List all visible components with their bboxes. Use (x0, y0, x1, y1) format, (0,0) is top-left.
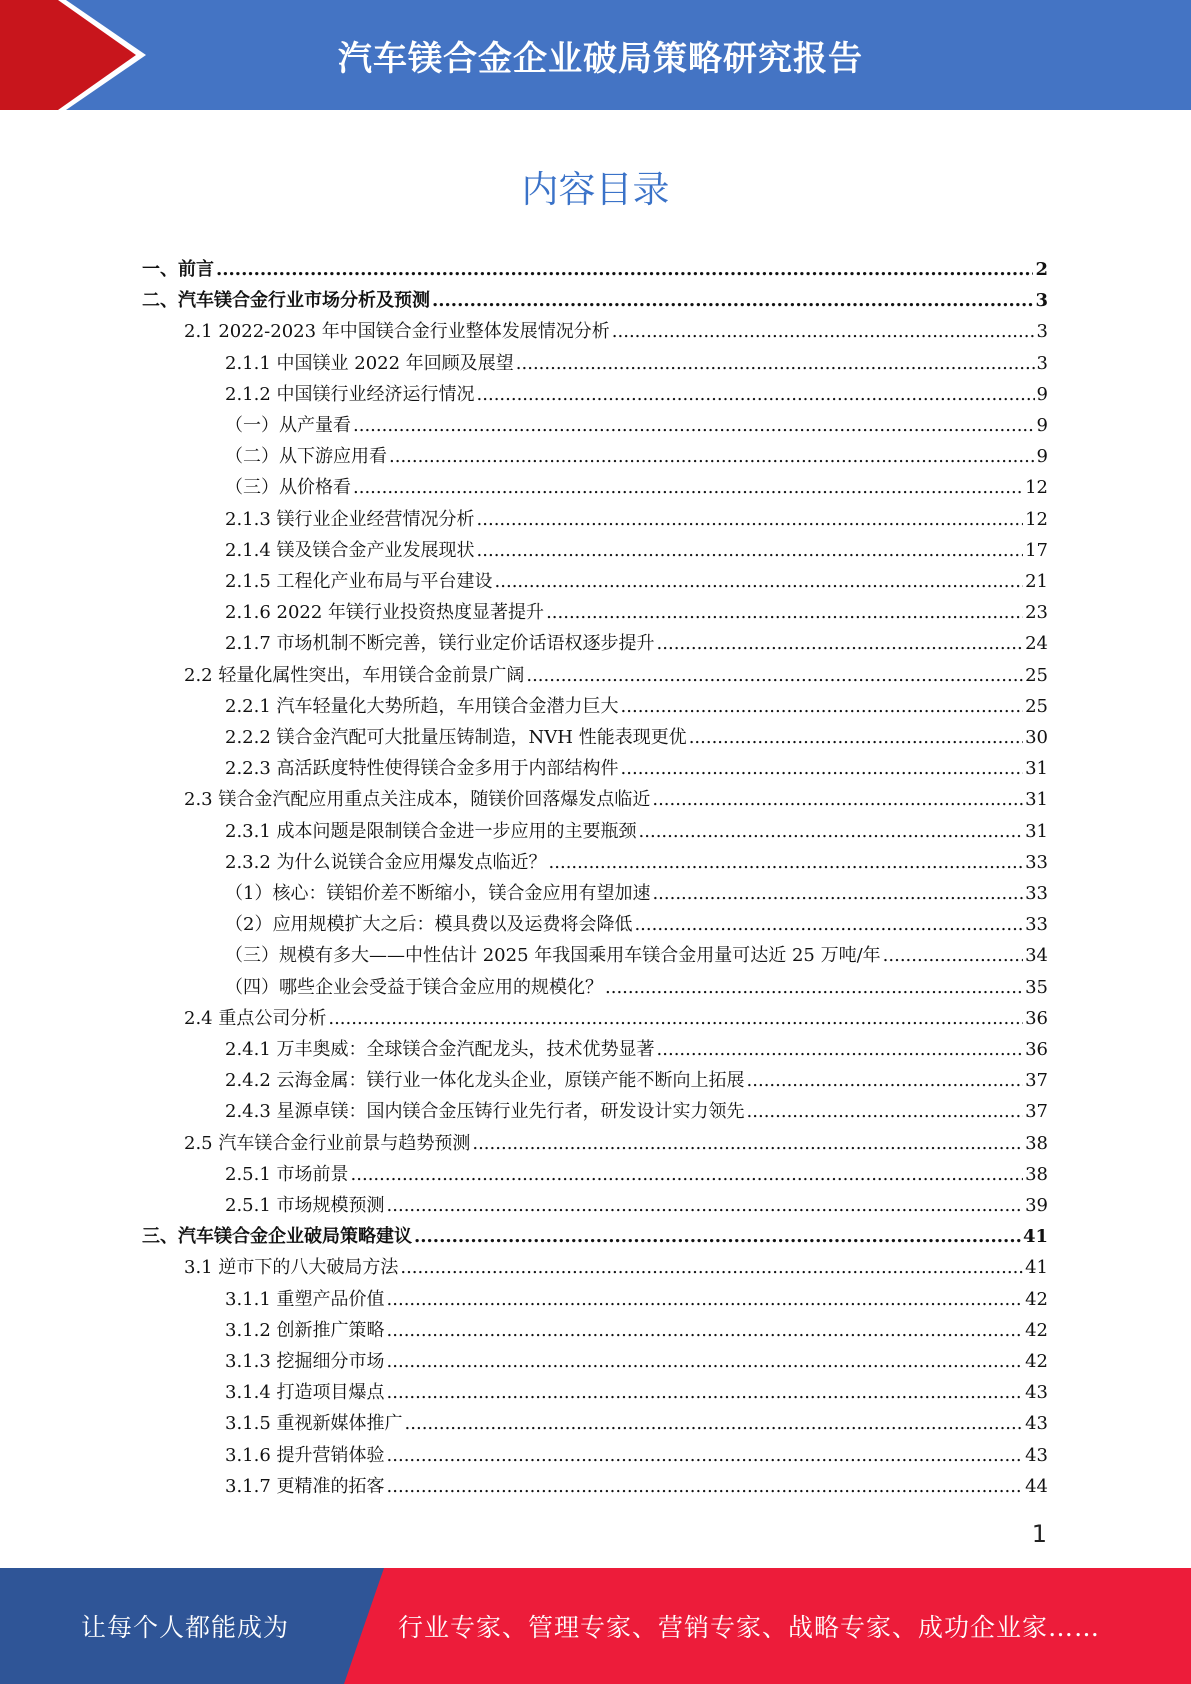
toc-entry[interactable] (225, 940, 1048, 971)
toc-entry-page: 12 (1025, 477, 1048, 499)
toc-entry[interactable] (225, 1159, 1048, 1190)
toc-entry[interactable] (225, 1346, 1048, 1377)
toc-leader-dots (351, 1159, 1024, 1190)
toc-entry-label: 2.5 汽车镁合金行业前景与趋势预测 (184, 1132, 471, 1154)
toc-entry-label: 2.2 轻量化属性突出，车用镁合金前景广阔 (184, 664, 525, 686)
toc-leader-dots (612, 316, 1035, 347)
toc-entry-page: 36 (1025, 1007, 1048, 1029)
toc-entry-label: 3.1.3 挖掘细分市场 (225, 1351, 385, 1372)
toc-entry-page: 3 (1036, 321, 1048, 343)
toc-entry[interactable] (225, 1065, 1048, 1096)
toc-entry-page: 25 (1025, 664, 1048, 686)
toc-leader-dots (353, 472, 1023, 503)
toc-leader-dots (400, 1252, 1023, 1283)
toc-entry-label: 二、汽车镁合金行业市场分析及预测 (142, 290, 430, 312)
toc-leader-dots (549, 847, 1024, 878)
toc-entry-label: 三、汽车镁合金企业破局策略建议 (142, 1226, 412, 1248)
toc-entry-label: （2）应用规模扩大之后：模具费以及运费将会降低 (225, 914, 633, 936)
toc-leader-dots (477, 535, 1024, 566)
toc-leader-dots (414, 1221, 1021, 1252)
toc-entry[interactable] (142, 1221, 1048, 1252)
toc-entry-label: 2.2.3 高活跃度特性使得镁合金多用于内部结构件 (225, 758, 619, 780)
toc-entry-label: 一、前言 (142, 259, 214, 280)
toc-entry[interactable] (225, 1034, 1048, 1065)
toc-entry-page: 42 (1025, 1319, 1048, 1341)
toc-entry-page: 21 (1025, 571, 1048, 592)
toc-entry-label: 2.5.1 市场规模预测 (225, 1195, 385, 1216)
toc-entry[interactable] (225, 566, 1048, 597)
toc-entry-label: 3.1.1 重塑产品价值 (225, 1288, 385, 1310)
toc-entry[interactable] (225, 379, 1048, 410)
toc-entry-page: 2 (1035, 259, 1048, 280)
toc-entry-page: 31 (1025, 820, 1048, 842)
toc-entry-label: 2.1.5 工程化产业布局与平台建设 (225, 571, 493, 592)
toc-entry-label: （一）从产量看 (225, 415, 351, 436)
toc-entry-page: 35 (1025, 976, 1048, 998)
toc-entry-label: （1）核心：镁铝价差不断缩小，镁合金应用有望加速 (225, 883, 651, 904)
toc-leader-dots (621, 753, 1024, 784)
toc-entry-page: 23 (1025, 602, 1048, 624)
toc-entry[interactable] (225, 1096, 1048, 1127)
toc-leader-dots (472, 1128, 1023, 1159)
toc-entry-label: 2.4 重点公司分析 (184, 1007, 327, 1029)
toc-entry-page: 33 (1025, 851, 1048, 873)
toc-entry-label: 2.3.1 成本问题是限制镁合金进一步应用的主要瓶颈 (225, 820, 637, 842)
toc-entry-page: 9 (1036, 415, 1048, 436)
footer-slogan-left: 让每个人都能成为 (80, 1613, 289, 1642)
toc-entry[interactable] (225, 753, 1048, 784)
toc-leader-dots (477, 504, 1024, 535)
toc-entry-label: 3.1.6 提升营销体验 (225, 1444, 385, 1466)
toc-entry-page: 36 (1025, 1039, 1048, 1060)
toc-entry-page: 43 (1025, 1444, 1048, 1466)
toc-entry-page: 3 (1035, 290, 1048, 312)
toc-entry[interactable] (225, 1471, 1048, 1502)
toc-leader-dots (389, 441, 1035, 472)
toc-entry[interactable] (184, 1128, 1048, 1159)
toc-leader-dots (605, 972, 1023, 1003)
toc-entry[interactable] (184, 1252, 1048, 1283)
toc-leader-dots (747, 1096, 1024, 1127)
toc-entry-label: 2.4.3 星源卓镁：国内镁合金压铸行业先行者，研发设计实力领先 (225, 1101, 745, 1123)
toc-entry[interactable] (225, 722, 1048, 753)
toc-entry-label: 2.5.1 市场前景 (225, 1163, 349, 1185)
toc-entry-label: 3.1.2 创新推广策略 (225, 1319, 385, 1341)
toc-entry[interactable] (225, 535, 1048, 566)
toc-entry-label: 2.1.4 镁及镁合金产业发展现状 (225, 539, 475, 561)
report-footer (0, 1568, 1191, 1684)
toc-entry-label: 2.2.1 汽车轻量化大势所趋，车用镁合金潜力巨大 (225, 695, 619, 717)
toc-entry[interactable] (142, 254, 1048, 285)
page-number: 1 (1031, 1520, 1047, 1548)
toc-leader-dots (546, 597, 1023, 628)
toc-entry-label: 2.1.3 镁行业企业经营情况分析 (225, 508, 475, 530)
toc-entry-label: 2.3.2 为什么说镁合金应用爆发点临近？ (225, 851, 547, 873)
toc-entry[interactable] (225, 441, 1048, 472)
toc-leader-dots (747, 1065, 1024, 1096)
toc-entry-page: 44 (1025, 1475, 1048, 1497)
toc-leader-dots (216, 254, 1033, 285)
toc-entry-page: 3 (1036, 352, 1048, 374)
toc-leader-dots (634, 909, 1023, 940)
toc-entry[interactable] (225, 504, 1048, 535)
report-header (0, 0, 1191, 110)
toc-entry-label: 2.4.2 云海金属：镁行业一体化龙头企业，原镁产能不断向上拓展 (225, 1070, 745, 1092)
toc-entry-page: 33 (1025, 914, 1048, 936)
toc-entry[interactable] (184, 660, 1048, 691)
toc-leader-dots (387, 1284, 1024, 1315)
toc-heading: 内容目录 (521, 168, 670, 211)
toc-entry-label: （三）规模有多大——中性估计 2025 年我国乘用车镁合金用量可达近 25 万吨/年 (225, 945, 881, 967)
toc-leader-dots (883, 940, 1023, 971)
toc-entry[interactable] (225, 1315, 1048, 1346)
toc-leader-dots (652, 878, 1023, 909)
toc-entry-label: 3.1.7 更精准的拓客 (225, 1475, 385, 1497)
toc-leader-dots (657, 1034, 1024, 1065)
toc-entry-page: 38 (1025, 1163, 1048, 1185)
toc-leader-dots (387, 1190, 1024, 1221)
toc-entry[interactable] (184, 316, 1048, 347)
toc-leader-dots (387, 1440, 1024, 1471)
toc-entry-label: 2.3 镁合金汽配应用重点关注成本，随镁价回落爆发点临近 (184, 789, 651, 811)
toc-leader-dots (353, 410, 1035, 441)
toc-entry-page: 24 (1025, 633, 1048, 655)
toc-entry-page: 43 (1025, 1382, 1048, 1404)
toc-leader-dots (652, 784, 1023, 815)
toc-entry-label: 2.1.2 中国镁行业经济运行情况 (225, 383, 475, 405)
toc-entry-label: 2.4.1 万丰奥威：全球镁合金汽配龙头，技术优势显著 (225, 1039, 655, 1060)
toc-entry-page: 9 (1036, 383, 1048, 405)
toc-entry-label: 3.1.4 打造项目爆点 (225, 1382, 385, 1404)
toc-entry[interactable] (225, 1284, 1048, 1315)
toc-entry[interactable] (225, 1190, 1048, 1221)
toc-entry-label: 3.1 逆市下的八大破局方法 (184, 1257, 399, 1279)
toc-entry-page: 12 (1025, 508, 1048, 530)
toc-entry[interactable] (184, 784, 1048, 815)
toc-entry-page: 39 (1025, 1195, 1048, 1216)
toc-entry-label: 2.2.2 镁合金汽配可大批量压铸制造，NVH 性能表现更优 (225, 727, 687, 748)
toc-entry[interactable] (225, 410, 1048, 441)
toc-entry[interactable] (225, 847, 1048, 878)
toc-entry-label: 2.1.6 2022 年镁行业投资热度显著提升 (225, 602, 545, 624)
toc-leader-dots (639, 816, 1024, 847)
toc-leader-dots (387, 1471, 1024, 1502)
toc-entry-page: 41 (1025, 1257, 1048, 1279)
toc-entry[interactable] (225, 628, 1048, 659)
toc-entry-page: 42 (1025, 1288, 1048, 1310)
toc-entry-page: 42 (1025, 1351, 1048, 1372)
toc-entry[interactable] (225, 691, 1048, 722)
toc-entry[interactable] (184, 1003, 1048, 1034)
toc-entry-label: （二）从下游应用看 (225, 446, 387, 468)
toc-leader-dots (657, 628, 1024, 659)
toc-entry[interactable] (225, 972, 1048, 1003)
toc-entry-page: 37 (1025, 1070, 1048, 1092)
toc-leader-dots (328, 1003, 1023, 1034)
toc-leader-dots (405, 1408, 1024, 1439)
toc-leader-dots (526, 660, 1023, 691)
toc-leader-dots (516, 348, 1035, 379)
toc-entry-page: 17 (1025, 539, 1048, 561)
toc-leader-dots (387, 1346, 1024, 1377)
toc-entry-label: （三）从价格看 (225, 477, 351, 499)
report-title: 汽车镁合金企业破局策略研究报告 (338, 38, 863, 79)
toc-entry[interactable] (225, 472, 1048, 503)
toc-leader-dots (432, 285, 1033, 316)
toc-leader-dots (477, 379, 1035, 410)
toc-entry[interactable] (225, 909, 1048, 940)
toc-entry-label: 2.1.1 中国镁业 2022 年回顾及展望 (225, 352, 514, 374)
toc-entry[interactable] (225, 878, 1048, 909)
toc-entry[interactable] (225, 597, 1048, 628)
toc-entry[interactable] (142, 285, 1048, 316)
toc-entry[interactable] (225, 816, 1048, 847)
footer-slogan-right: 行业专家、管理专家、营销专家、战略专家、成功企业家…… (398, 1613, 1101, 1642)
toc-leader-dots (387, 1315, 1024, 1346)
toc-entry-page: 30 (1025, 727, 1048, 748)
toc-entry-page: 25 (1025, 695, 1048, 717)
toc-entry-page: 38 (1025, 1132, 1048, 1154)
toc-entry-page: 9 (1036, 446, 1048, 468)
toc-leader-dots (689, 722, 1023, 753)
toc-entry-label: 2.1.7 市场机制不断完善，镁行业定价话语权逐步提升 (225, 633, 655, 655)
toc-entry-label: 3.1.5 重视新媒体推广 (225, 1413, 403, 1435)
toc-leader-dots (495, 566, 1024, 597)
toc-entry-page: 31 (1025, 758, 1048, 780)
toc-entry-page: 41 (1022, 1226, 1048, 1248)
toc-leader-dots (621, 691, 1024, 722)
toc-entry[interactable] (225, 1440, 1048, 1471)
toc-entry-page: 31 (1025, 789, 1048, 811)
toc-entry-page: 33 (1025, 883, 1048, 904)
toc-entry[interactable] (225, 348, 1048, 379)
toc-entry[interactable] (225, 1377, 1048, 1408)
toc-entry-label: （四）哪些企业会受益于镁合金应用的规模化？ (225, 976, 603, 998)
toc-leader-dots (387, 1377, 1024, 1408)
toc-entry-label: 2.1 2022-2023 年中国镁合金行业整体发展情况分析 (184, 321, 610, 343)
toc-entry-page: 43 (1025, 1413, 1048, 1435)
toc-entry[interactable] (225, 1408, 1048, 1439)
toc-entry-page: 37 (1025, 1101, 1048, 1123)
toc-entry-page: 34 (1025, 945, 1048, 967)
